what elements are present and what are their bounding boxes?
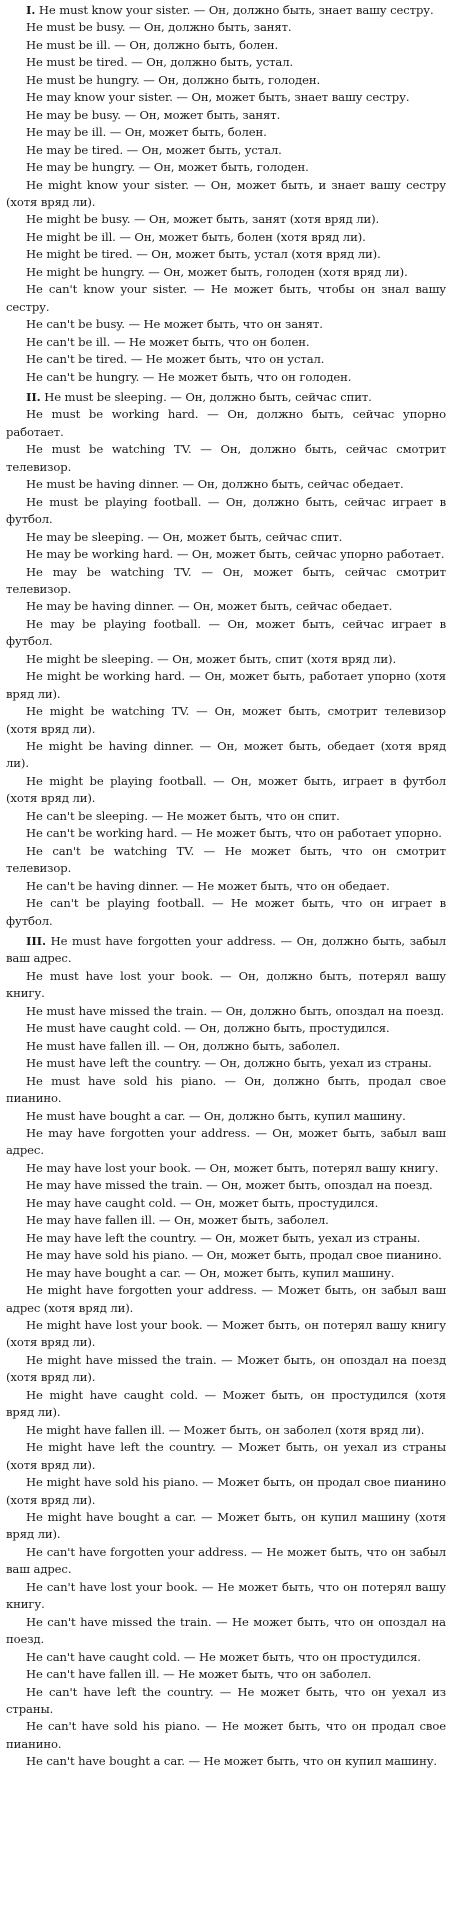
exercise-line [6,19,446,36]
exercise-line [6,878,446,895]
exercise-line [6,211,446,228]
exercise-line [6,264,446,281]
exercise-line [6,1247,446,1264]
exercise-line [6,54,446,71]
sentence-text: He must be sleeping. — Он, должно быть, сейчас спит. [44,389,372,404]
sentence-text: He must be watching TV. — Он, должно быть, сейчас смотрит телевизор. [6,442,446,474]
sentence-text: He can't have sold his piano. — Не может быть, что он продал свое пианино. [6,1719,446,1751]
exercise-line [6,1649,446,1666]
sentence-text: He can't know your sister. — Не может быть, чтобы он знал вашу сестру. [6,282,446,314]
sentence-text: He might be having dinner. — Он, может быть, обедает (хотя вряд ли). [6,739,446,771]
exercise-line [6,1230,446,1247]
sentence-text: He can't be playing football. — Не может быть, что он играет в футбол. [6,896,446,928]
exercise-line [6,1073,446,1108]
exercise-line [6,564,446,599]
sentence-text: He can't have forgotten your address. — Не может быть, что он забыл ваш адрес. [6,1544,446,1577]
sentence-text: He may have left the country. — Он, может быть, уехал из страны. [26,1230,421,1245]
exercise-line [6,1579,446,1614]
sentence-text: He might be sleeping. — Он, может быть, спит (хотя вряд ли). [26,651,397,666]
sentence-text: He might have forgotten your address. — Может быть, он забыл ваш адрес (хотя вряд ли). [6,1283,446,1315]
exercise-line [6,738,446,773]
sentence-text: He may have fallen ill. — Он, может быть, заболел. [26,1213,329,1228]
exercise-line [6,246,446,263]
exercise-line [6,89,446,106]
exercise-line [6,1509,446,1544]
sentence-text: He may be playing football. — Он, может быть, сейчас играет в футбол. [6,616,446,649]
exercise-line [6,1125,446,1160]
exercise-line [6,1038,446,1055]
sentence-text: He may have bought a car. — Он, может быть, купил машину. [26,1265,395,1280]
sentence-text: He might be tired. — Он, может быть, устал (хотя вряд ли). [26,247,381,262]
sentence-text: He might have lost your book. — Может быть, он потерял вашу книгу (хотя вряд ли). [6,1317,446,1350]
exercise-line [6,159,446,176]
exercise-line [6,616,446,651]
exercise-line [6,1684,446,1719]
sentence-text: He may be working hard. — Он, может быть, сейчас упорно работает. [26,547,445,562]
exercise-line [6,107,446,124]
sentence-text: He may be tired. — Он, может быть, устал. [26,142,282,157]
exercise-line [6,1282,446,1317]
sentence-text: He must be tired. — Он, должно быть, устал. [26,55,294,70]
sentence-text: He might have fallen ill. — Может быть, он заболел (хотя вряд ли). [26,1422,425,1437]
sentence-text: He must be ill. — Он, должно быть, болен. [26,37,279,52]
sentence-text: He might be ill. — Он, может быть, болен (хотя вряд ли). [26,229,366,244]
exercise-line [6,281,446,316]
sentence-text: He must be working hard. — Он, должно быть, сейчас упорно работает. [6,407,446,439]
exercise-line [6,334,446,351]
exercise-line [6,316,446,333]
exercise-line [6,142,446,159]
exercise-line [6,968,446,1003]
sentence-text: He may have lost your book. — Он, может быть, потерял вашу книгу. [26,1160,439,1175]
sentence-text: He must be playing football. — Он, должно быть, сейчас играет в футбол. [6,494,446,527]
exercise-line [6,1177,446,1194]
sentence-text: He may be having dinner. — Он, может быть, сейчас обедает. [26,599,393,614]
exercise-line [6,1195,446,1212]
exercise-line [6,351,446,368]
exercise-line [6,1753,446,1770]
sentence-text: He must have lost your book. — Он, должно быть, потерял вашу книгу. [6,968,446,1001]
exercise-line [6,1020,446,1037]
sentence-text: He must be having dinner. — Он, должно быть, сейчас обедает. [26,477,404,492]
sentence-text: He can't have fallen ill. — Не может быть, что он заболел. [26,1667,372,1682]
exercise-line [6,1387,446,1422]
exercise-line [6,72,446,89]
exercise-line [6,703,446,738]
sentence-text: He can't be working hard. — Не может быть, что он работает упорно. [26,826,442,841]
exercise-line [6,773,446,808]
sentence-text: He may be ill. — Он, может быть, болен. [26,125,267,140]
sentence-text: He may be hungry. — Он, может быть, голоден. [26,160,309,175]
exercise-line [6,1055,446,1072]
exercise-line [6,406,446,441]
sentence-text: He must have missed the train. — Он, должно быть, опоздал на поезд. [26,1003,444,1018]
sentence-text: He might have missed the train. — Может быть, он опоздал на поезд (хотя вряд ли). [6,1352,446,1385]
sentence-text: He must be hungry. — Он, должно быть, голоден. [26,72,321,87]
sentence-text: He can't have caught cold. — Не может быть, что он простудился. [26,1649,421,1664]
exercise-line [6,1614,446,1649]
sentence-text: He might be busy. — Он, может быть, занят (хотя вряд ли). [26,212,380,227]
exercise-line [6,494,446,529]
sentence-text: He can't be having dinner. — Не может быть, что он обедает. [26,878,390,893]
section-number: III. [26,934,46,949]
sentence-text: He may know your sister. — Он, может быть, знает вашу сестру. [26,90,410,105]
exercise-line [6,651,446,668]
exercise-line [6,808,446,825]
exercise-line [6,389,446,406]
exercise-line [6,1666,446,1683]
sentence-text: He must have left the country. — Он, должно быть, уехал из страны. [26,1056,432,1071]
sentence-text: He can't be busy. — Не может быть, что он занят. [26,317,323,332]
sentence-text: He may be watching TV. — Он, может быть, сейчас смотрит телевизор. [6,564,446,596]
exercise-line [6,1718,446,1753]
sentence-text: He must have bought a car. — Он, должно быть, купил машину. [26,1108,406,1123]
sentence-text: He must have forgotten your address. — Он, должно быть, забыл ваш адрес. [6,934,446,966]
exercise-line [6,1352,446,1387]
exercise-line [6,1160,446,1177]
exercise-line [6,1003,446,1020]
sentence-text: He can't be hungry. — Не может быть, что он голоден. [26,369,352,384]
exercise-line [6,369,446,386]
exercise-line [6,441,446,476]
sentence-text: He can't be sleeping. — Не может быть, что он спит. [26,808,340,823]
exercise-line [6,37,446,54]
sentence-text: He may have sold his piano. — Он, может быть, продал свое пианино. [26,1248,442,1263]
exercise-line [6,476,446,493]
sentence-text: He can't have bought a car. — Не может быть, что он купил машину. [26,1754,438,1769]
sentence-text: He may be busy. — Он, может быть, занят. [26,107,281,122]
sentence-text: He must be busy. — Он, должно быть, занят. [26,20,292,35]
sentence-text: He can't have missed the train. — Не может быть, что он опоздал на поезд. [6,1614,446,1647]
sentence-text: He must have fallen ill. — Он, должно быть, заболел. [26,1038,341,1053]
sentence-text: He might know your sister. — Он, может быть, и знает вашу сестру (хотя вряд ли). [6,177,446,209]
section-number: I. [26,3,36,17]
exercise-line [6,933,446,968]
sentence-text: He must know your sister. — Он, должно быть, знает вашу сестру. [38,3,434,17]
sentence-text: He might have bought a car. — Может быть, он купил машину (хотя вряд ли). [6,1509,446,1542]
sentence-text: He might have caught cold. — Может быть, он простудился (хотя вряд ли). [6,1387,446,1420]
exercise-line [6,2,446,19]
sentence-text: He may have missed the train. — Он, может быть, опоздал на поезд. [26,1178,433,1193]
section-number: II. [26,389,41,404]
exercise-line [6,1265,446,1282]
sentence-text: He can't be tired. — Не может быть, что он устал. [26,352,325,367]
exercise-line [6,598,446,615]
exercise-line [6,1317,446,1352]
exercise-line [6,1108,446,1125]
exercise-line [6,546,446,563]
exercise-line [6,668,446,703]
sentence-text: He can't have left the country. — Не может быть, что он уехал из страны. [6,1684,446,1716]
exercise-line [6,1439,446,1474]
sentence-text: He might be watching TV. — Он, может быть, смотрит телевизор (хотя вряд ли). [6,704,446,736]
sentence-text: He might be hungry. — Он, может быть, голоден (хотя вряд ли). [26,264,408,279]
exercise-line [6,229,446,246]
sentence-text: He might be working hard. — Он, может быть, работает упорно (хотя вряд ли). [6,669,446,701]
exercise-line [6,124,446,141]
sentence-text: He may have forgotten your address. — Он, может быть, забыл ваш адрес. [6,1126,446,1158]
sentence-text: He might have sold his piano. — Может быть, он продал свое пианино (хотя вряд ли). [6,1475,446,1507]
exercise-line [6,1422,446,1439]
exercise-line [6,529,446,546]
sentence-text: He must have sold his piano. — Он, должно быть, продал свое пианино. [6,1073,446,1106]
exercise-line [6,1212,446,1229]
exercise-line [6,895,446,930]
exercise-line [6,843,446,878]
sentence-text: He may be sleeping. — Он, может быть, сейчас спит. [26,529,343,544]
sentence-text: He might have left the country. — Может быть, он уехал из страны (хотя вряд ли). [6,1440,446,1472]
exercise-line [6,825,446,842]
sentence-text: He can't be watching TV. — Не может быть, что он смотрит телевизор. [6,843,446,876]
sentence-text: He can't be ill. — Не может быть, что он болен. [26,334,310,349]
sentence-text: He can't have lost your book. — Не может быть, что он потерял вашу книгу. [6,1579,446,1612]
exercise-line [6,1544,446,1579]
sentence-text: He may have caught cold. — Он, может быть, простудился. [26,1195,379,1210]
sentence-text: He must have caught cold. — Он, должно быть, простудился. [26,1021,390,1036]
sentence-text: He might be playing football. — Он, может быть, играет в футбол (хотя вряд ли). [6,773,446,806]
exercise-line [6,177,446,212]
exercise-line [6,1474,446,1509]
